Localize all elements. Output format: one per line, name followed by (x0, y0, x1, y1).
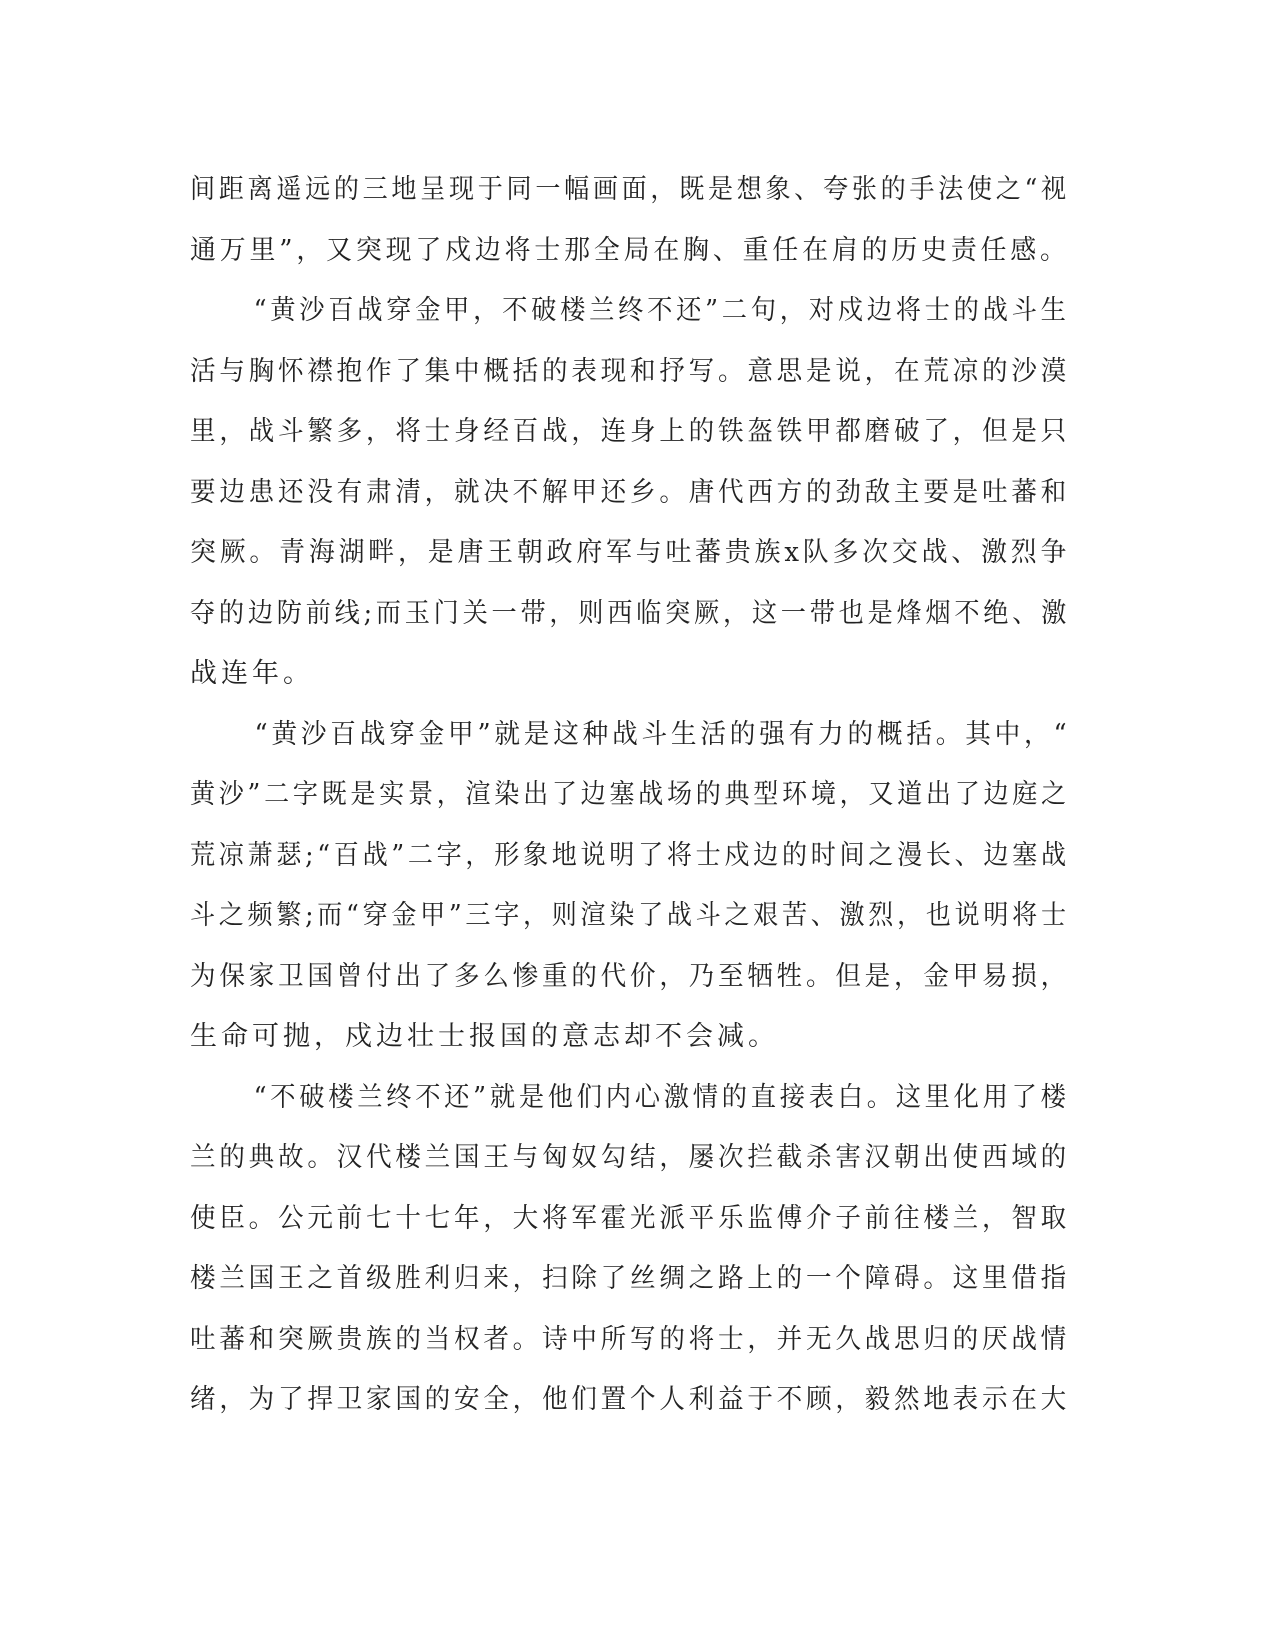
text-line: 使臣。公元前七十七年，大将军霍光派平乐监傅介子前往楼兰，智取 (190, 1202, 1070, 1234)
text-line: 突厥。青海湖畔，是唐王朝政府军与吐蕃贵族x队多次交战、激烈争 (190, 537, 1071, 568)
text-line: 间距离遥远的三地呈现于同一幅画面，既是想象、夸张的手法使之“视 (190, 174, 1070, 205)
text-line: 绪，为了捍卫家国的安全，他们置个人利益于不顾，毅然地表示在大 (190, 1384, 1070, 1415)
text-line: “黄沙百战穿金甲，不破楼兰终不还”二句，对戍边将士的战斗生 (253, 295, 1070, 326)
text-line: “黄沙百战穿金甲”就是这种战斗生活的强有力的概括。其中，“ (254, 718, 1071, 750)
text-line: 斗之频繁;而“穿金甲”三字，则渲染了战斗之艰苦、激烈，也说明将士 (190, 900, 1070, 931)
text-line: “不破楼兰终不还”就是他们内心激情的直接表白。这里化用了楼 (253, 1081, 1070, 1113)
text-line: 生命可抛，戍边壮士报国的意志却不会减。 (190, 1021, 779, 1052)
text-line: 通万里”，又突现了戍边将士那全局在胸、重任在肩的历史责任感。 (190, 234, 1070, 266)
body-text (190, 160, 1070, 1431)
text-line: 兰的典故。汉代楼兰国王与匈奴勾结，屡次拦截杀害汉朝出使西域的 (190, 1142, 1070, 1173)
text-line: 吐蕃和突厥贵族的当权者。诗中所写的将士，并无久战思归的厌战情 (190, 1323, 1070, 1355)
text-line: 要边患还没有肃清，就决不解甲还乡。唐代西方的劲敌主要是吐蕃和 (190, 476, 1070, 508)
text-line: 荒凉萧瑟;“百战”二字，形象地说明了将士戍边的时间之漫长、边塞战 (190, 839, 1070, 871)
text-line: 黄沙”二字既是实景，渲染出了边塞战场的典型环境，又道出了边庭之 (190, 779, 1070, 810)
text-line: 夺的边防前线;而玉门关一带，则西临突厥，这一带也是烽烟不绝、激 (190, 597, 1071, 629)
text-line: 楼兰国王之首级胜利归来，扫除了丝绸之路上的一个障碍。这里借指 (190, 1263, 1070, 1294)
text-line: 里，战斗繁多，将士身经百战，连身上的铁盔铁甲都磨破了，但是只 (190, 416, 1070, 447)
text-line: 活与胸怀襟抱作了集中概括的表现和抒写。意思是说，在荒凉的沙漠 (190, 355, 1070, 387)
text-line: 为保家卫国曾付出了多么惨重的代价，乃至牺牲。但是，金甲易损， (190, 960, 1070, 992)
text-line: 战连年。 (190, 658, 314, 689)
